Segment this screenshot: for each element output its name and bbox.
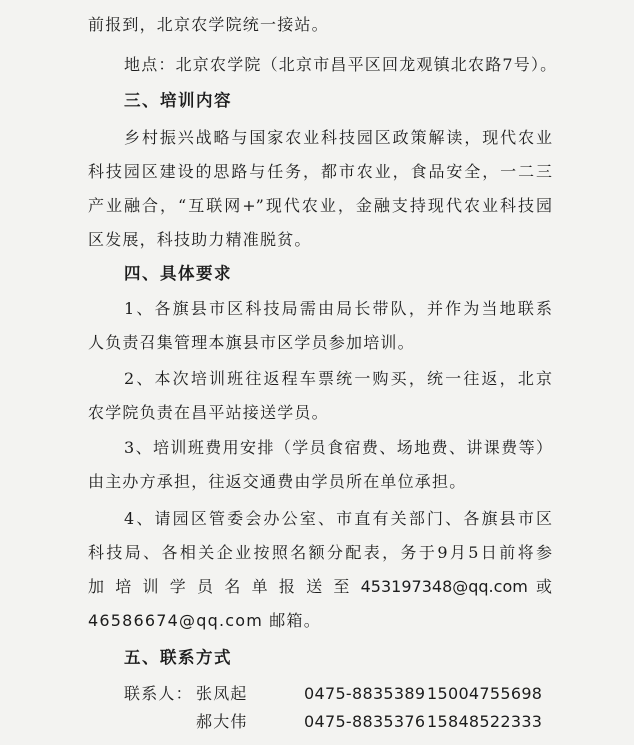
requirement-4-line: 科技局、各相关企业按照名额分配表，务于9月5日前将参 — [88, 543, 552, 562]
section-heading-requirements: 四、具体要求 — [124, 264, 232, 283]
contact-mobile: 15004755698 — [427, 684, 543, 703]
requirement-1-line: 人负责召集管理本旗县市区学员参加培训。 — [88, 333, 415, 352]
requirement-2-line: 农学院负责在昌平站接送学员。 — [88, 403, 329, 422]
requirement-4-email-line: 加 培 训 学 员 名 单 报 送 至 453197348@qq.com 或 — [88, 577, 552, 596]
contact-name: 张凤起 — [196, 684, 248, 703]
content-paragraph-line: 乡村振兴战略与国家农业科技园区政策解读，现代农业 — [124, 128, 552, 147]
contact-name: 郝大伟 — [196, 712, 248, 731]
requirement-4-email-line: 46586674@qq.com 邮箱。 — [88, 611, 321, 630]
requirement-1-line: 1、各旗县市区科技局需由局长带队，并作为当地联系 — [124, 299, 552, 318]
requirement-4-line: 4、请园区管委会办公室、市直有关部门、各旗县市区 — [124, 509, 552, 528]
contact-label: 联系人： — [124, 684, 193, 703]
requirement-3-line: 由主办方承担，往返交通费由学员所在单位承担。 — [88, 472, 467, 491]
location-text: 地点：北京农学院（北京市昌平区回龙观镇北农路7号）。 — [124, 55, 558, 74]
contact-mobile: 15848522333 — [427, 712, 543, 731]
section-heading-contact: 五、联系方式 — [124, 648, 232, 667]
content-paragraph-line: 区发展，科技助力精准脱贫。 — [88, 230, 312, 249]
contact-phone: 0475-8835389 — [304, 684, 426, 703]
content-paragraph-line: 产业融合，“互联网+”现代农业，金融支持现代农业科技园 — [88, 196, 552, 215]
content-paragraph-line: 科技园区建设的思路与任务，都市农业，食品安全，一二三 — [88, 162, 552, 181]
requirement-2-line: 2、本次培训班往返程车票统一购买，统一往返，北京 — [124, 369, 552, 388]
section-heading-training-content: 三、培训内容 — [124, 91, 232, 110]
intro-tail-text: 前报到，北京农学院统一接站。 — [88, 15, 329, 34]
requirement-3-line: 3、培训班费用安排（学员食宿费、场地费、讲课费等） — [124, 438, 552, 457]
contact-phone: 0475-8835376 — [304, 712, 426, 731]
